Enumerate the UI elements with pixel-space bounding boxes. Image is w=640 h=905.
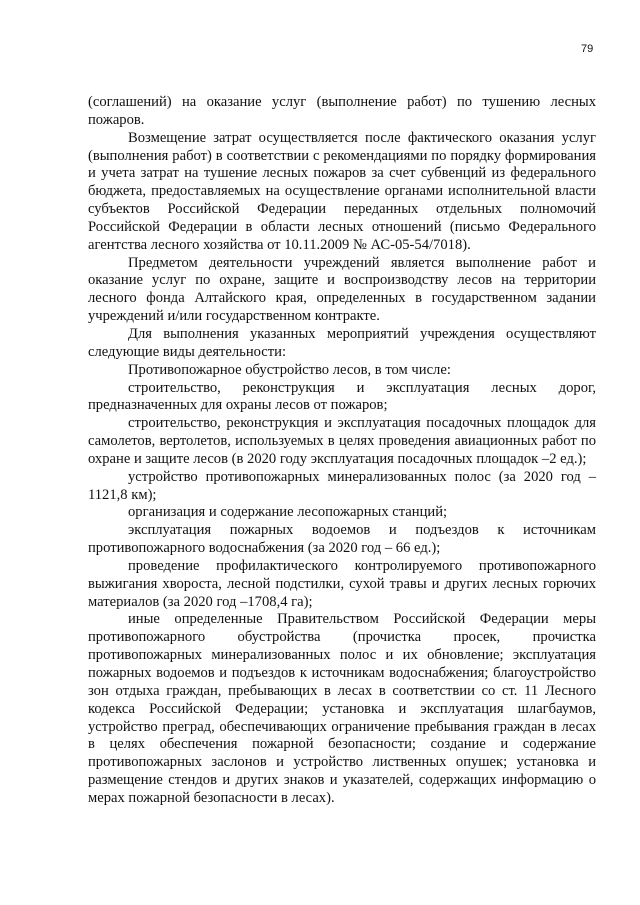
paragraph-activity-types-intro: Для выполнения указанных мероприятий учреждения осуществляют следующие виды деятельности: xyxy=(88,325,596,360)
list-item-other-measures: иные определенные Правительством Российской Федерации меры противопожарного обустройства (прочистка просек, прочистка противопожарных минерализованных полос и их обновление; эксплуатация пожарных водоемов и подъездов к источникам водоснабжения; благоустройство зон отдыха граждан, пребывающих в лесах в соответствии со ст. 11 Лесного кодекса Российской Федерации; установка и эксплуатация шлагбаумов, устройство преград, обеспечивающих ограничение пребывания граждан в лесах в целях обеспечения пожарной безопасности; создание и содержание противопожарных заслонов и устройство лиственных опушек; установка и размещение стендов и других знаков и указателей, содержащих информацию о мерах пожарной безопасности в лесах). xyxy=(88,611,596,806)
paragraph-subject-of-activity: Предметом деятельности учреждений является выполнение работ и оказание услуг по охране, защите и воспроизводству лесов на территории лесного фонда Алтайского края, определенных в государственном задании учреждений и/или государственном контракте. xyxy=(88,254,596,325)
list-item-landing-sites: строительство, реконструкция и эксплуатация посадочных площадок для самолетов, вертолетов, используемых в целях проведения авиационных работ по охране и защите лесов (в 2020 году эксплуатация посадочных площадок –2 ед.); xyxy=(88,415,596,467)
paragraph-continuation: (соглашений) на оказание услуг (выполнение работ) по тушению лесных пожаров. xyxy=(88,94,596,128)
list-item-forest-roads: строительство, реконструкция и эксплуатация лесных дорог, предназначенных для охраны лесов от пожаров; xyxy=(88,379,596,414)
paragraph-cost-reimbursement: Возмещение затрат осуществляется после фактического оказания услуг (выполнения работ) в соответствии с рекомендациями по порядку формирования и учета затрат на тушение лесных пожаров за счет субвенций из федерального бюджета, предоставляемых на осуществление органами исполнительной власти субъектов Российской Федерации переданных отдельных полномочий Российской Федерации в области лесных отношений (письмо Федерального агентства лесного хозяйства от 10.11.2009 № АС-05-54/7018). xyxy=(88,129,596,253)
list-item-fire-reservoirs: эксплуатация пожарных водоемов и подъездов к источникам противопожарного водоснабжения (за 2020 год – 66 ед.); xyxy=(88,522,596,557)
list-item-fire-stations: организация и содержание лесопожарных станций; xyxy=(128,504,448,521)
list-item-mineralized-strips: устройство противопожарных минерализованных полос (за 2020 год – 1121,8 км); xyxy=(88,468,596,503)
paragraph-fire-prevention-heading: Противопожарное обустройство лесов, в том числе: xyxy=(128,361,451,378)
page-number: 79 xyxy=(581,43,594,55)
document-body xyxy=(88,94,596,808)
list-item-controlled-burning: проведение профилактического контролируемого противопожарного выжигания хвороста, лесной подстилки, сухой травы и других лесных горючих материалов (за 2020 год –1708,4 га); xyxy=(88,557,596,610)
